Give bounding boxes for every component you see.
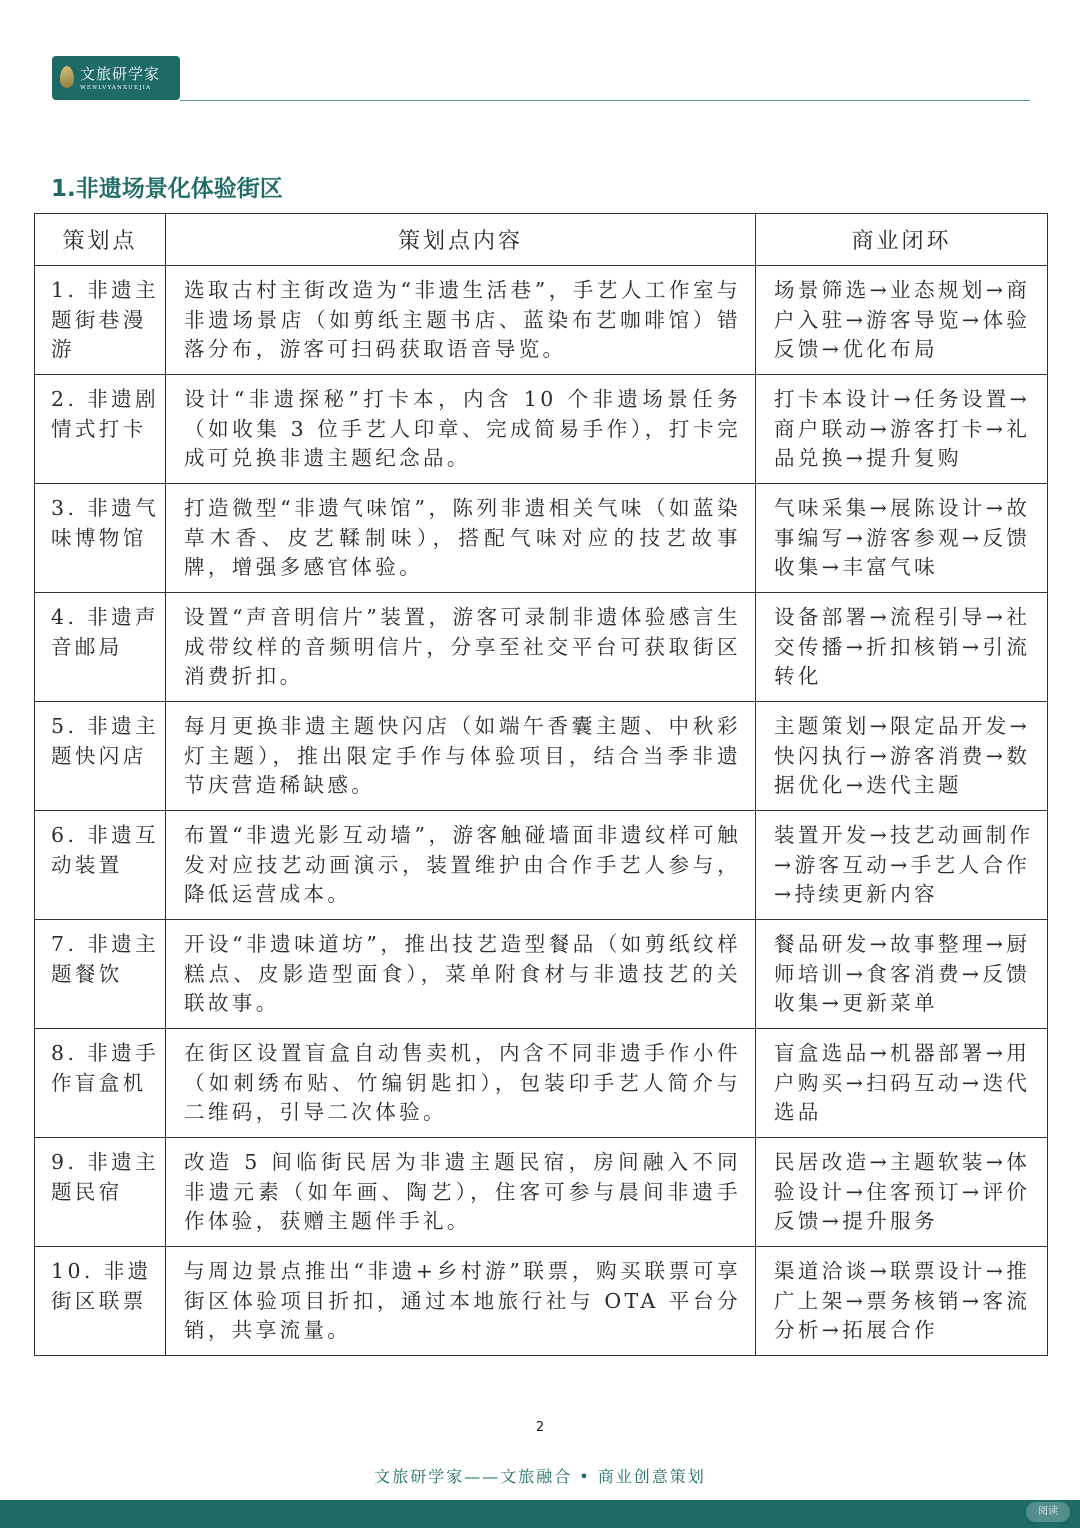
cell-content: 布置“非遗光影互动墙”，游客触碰墙面非遗纹样可触发对应技艺动画演示，装置维护由合作手艺人参与，降低运营成本。	[166, 811, 756, 920]
cell-content: 设置“声音明信片”装置，游客可录制非遗体验感言生成带纹样的音频明信片，分享至社交平台可获取街区消费折扣。	[166, 593, 756, 702]
cell-content: 设计“非遗探秘”打卡本，内含 10 个非遗场景任务（如收集 3 位手艺人印章、完成简易手作），打卡完成可兑换非遗主题纪念品。	[166, 375, 756, 484]
table-row	[35, 920, 1048, 1029]
header-divider	[180, 100, 1030, 101]
cell-loop: 打卡本设计→任务设置→商户联动→游客打卡→礼品兑换→提升复购	[756, 375, 1048, 484]
cell-loop: 设备部署→流程引导→社交传播→折扣核销→引流转化	[756, 593, 1048, 702]
table-row	[35, 1138, 1048, 1247]
cell-point: 2. 非遗剧情式打卡	[35, 375, 166, 484]
cell-content: 在街区设置盲盒自动售卖机，内含不同非遗手作小件（如刺绣布贴、竹编钥匙扣），包装印手艺人简介与二维码，引导二次体验。	[166, 1029, 756, 1138]
header-point: 策划点	[35, 214, 166, 266]
header-loop: 商业闭环	[756, 214, 1048, 266]
cell-loop: 装置开发→技艺动画制作→游客互动→手艺人合作→持续更新内容	[756, 811, 1048, 920]
page-number: 2	[535, 1420, 545, 1435]
cell-point: 8. 非遗手作盲盒机	[35, 1029, 166, 1138]
cell-loop: 餐品研发→故事整理→厨师培训→食客消费→反馈收集→更新菜单	[756, 920, 1048, 1029]
logo-subtitle: WENLVYANXUEJIA	[80, 85, 152, 91]
cell-loop: 主题策划→限定品开发→快闪执行→游客消费→数据优化→迭代主题	[756, 702, 1048, 811]
cell-content: 与周边景点推出“非遗+乡村游”联票，购买联票可享街区体验项目折扣，通过本地旅行社与 OTA 平台分销，共享流量。	[166, 1247, 756, 1356]
cell-loop: 民居改造→主题软装→体验设计→住客预订→评价反馈→提升服务	[756, 1138, 1048, 1247]
cell-point: 9. 非遗主题民宿	[35, 1138, 166, 1247]
table-header-row	[35, 214, 1048, 266]
cell-content: 每月更换非遗主题快闪店（如端午香囊主题、中秋彩灯主题），推出限定手作与体验项目，结合当季非遗节庆营造稀缺感。	[166, 702, 756, 811]
cell-point: 1. 非遗主题街巷漫游	[35, 266, 166, 375]
table-row	[35, 593, 1048, 702]
cell-point: 6. 非遗互动装置	[35, 811, 166, 920]
cell-point: 10. 非遗街区联票	[35, 1247, 166, 1356]
footer-bar	[0, 1500, 1080, 1528]
read-badge[interactable]: 阅读	[1026, 1502, 1070, 1522]
cell-point: 7. 非遗主题餐饮	[35, 920, 166, 1029]
cell-loop: 气味采集→展陈设计→故事编写→游客参观→反馈收集→丰富气味	[756, 484, 1048, 593]
cell-point: 5. 非遗主题快闪店	[35, 702, 166, 811]
table-row	[35, 266, 1048, 375]
logo-title: 文旅研学家	[80, 65, 161, 83]
table-row	[35, 484, 1048, 593]
cell-content: 开设“非遗味道坊”，推出技艺造型餐品（如剪纸纹样糕点、皮影造型面食），菜单附食材与非遗技艺的关联故事。	[166, 920, 756, 1029]
cell-content: 选取古村主街改造为“非遗生活巷”，手艺人工作室与非遗场景店（如剪纸主题书店、蓝染布艺咖啡馆）错落分布，游客可扫码获取语音导览。	[166, 266, 756, 375]
table-row	[35, 702, 1048, 811]
cell-content: 改造 5 间临街民居为非遗主题民宿，房间融入不同非遗元素（如年画、陶艺），住客可参与晨间非遗手作体验，获赠主题伴手礼。	[166, 1138, 756, 1247]
header-content: 策划点内容	[166, 214, 756, 266]
cell-loop: 盲盒选品→机器部署→用户购买→扫码互动→迭代选品	[756, 1029, 1048, 1138]
leaf-icon	[60, 66, 74, 88]
cell-loop: 渠道洽谈→联票设计→推广上架→票务核销→客流分析→拓展合作	[756, 1247, 1048, 1356]
section-title: 1.非遗场景化体验街区	[51, 176, 283, 202]
table-row	[35, 375, 1048, 484]
cell-loop: 场景筛选→业态规划→商户入驻→游客导览→体验反馈→优化布局	[756, 266, 1048, 375]
cell-content: 打造微型“非遗气味馆”，陈列非遗相关气味（如蓝染草木香、皮艺鞣制味），搭配气味对应的技艺故事牌，增强多感官体验。	[166, 484, 756, 593]
brand-logo	[52, 56, 180, 100]
table-row	[35, 1029, 1048, 1138]
footer-tagline: 文旅研学家——文旅融合 • 商业创意策划	[374, 1467, 706, 1486]
planning-table	[34, 213, 1048, 1356]
table-row	[35, 811, 1048, 920]
cell-point: 4. 非遗声音邮局	[35, 593, 166, 702]
cell-point: 3. 非遗气味博物馆	[35, 484, 166, 593]
table-row	[35, 1247, 1048, 1356]
